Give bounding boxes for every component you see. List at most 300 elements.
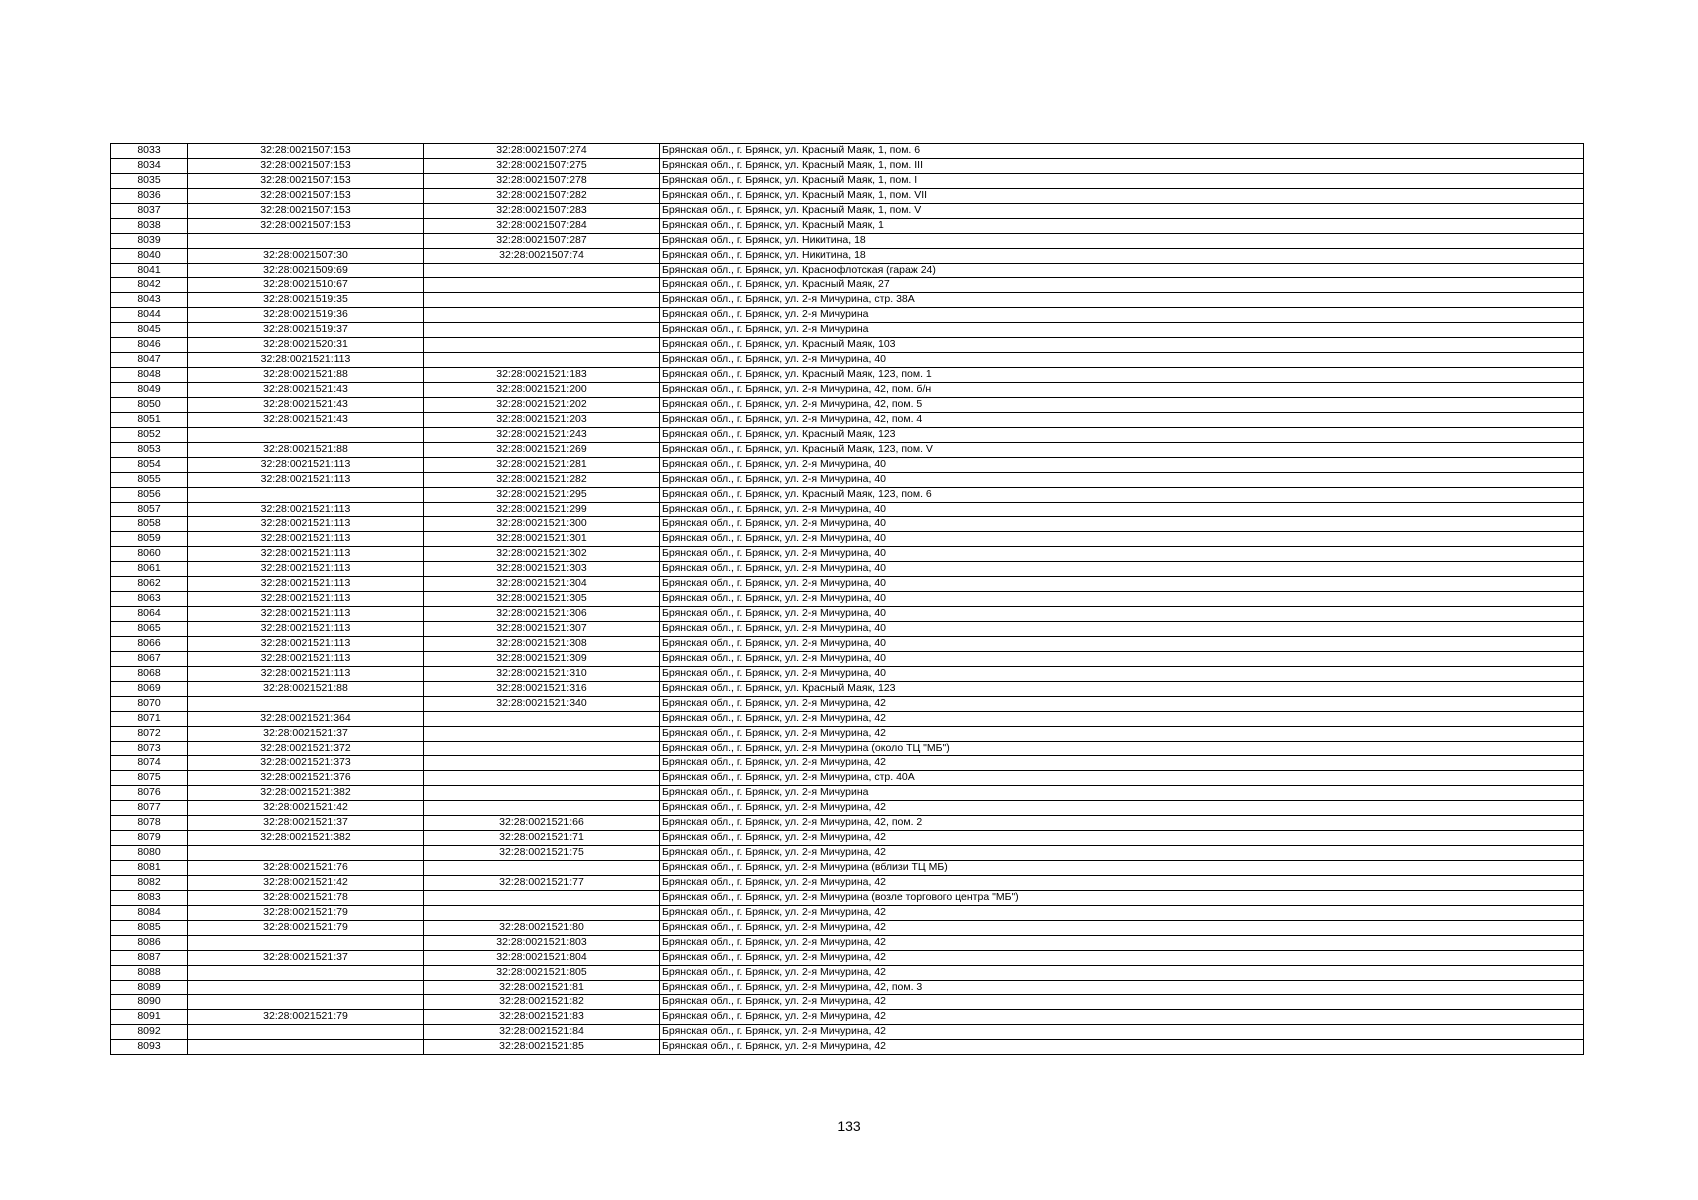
cadastral-number-cell: 32:28:0021507:283 [424,203,660,218]
cadastral-number-cell: 32:28:0021521:302 [424,547,660,562]
address-cell: Брянская обл., г. Брянск, ул. 2-я Мичурина, 40 [660,651,1584,666]
cadastral-number-cell: 32:28:0021521:281 [424,457,660,472]
row-number-cell: 8086 [111,935,188,950]
address-cell: Брянская обл., г. Брянск, ул. 2-я Мичурина (около ТЦ "МБ") [660,741,1584,756]
address-cell: Брянская обл., г. Брянск, ул. 2-я Мичурина, 42 [660,935,1584,950]
cadastral-number-cell: 32:28:0021521:83 [424,1010,660,1025]
cadastral-number-cell: 32:28:0021521:81 [424,980,660,995]
row-number-cell: 8081 [111,861,188,876]
cadastral-number-cell: 32:28:0021521:200 [424,383,660,398]
table-row [111,651,1584,666]
cadastral-number-cell: 32:28:0021521:340 [424,696,660,711]
row-number-cell: 8074 [111,756,188,771]
parent-cadastral-number-cell: 32:28:0021521:88 [188,368,424,383]
cadastral-number-cell [424,711,660,726]
cadastral-number-cell: 32:28:0021521:309 [424,651,660,666]
cadastral-number-cell: 32:28:0021521:80 [424,920,660,935]
parent-cadastral-number-cell: 32:28:0021521:42 [188,875,424,890]
parent-cadastral-number-cell: 32:28:0021519:37 [188,323,424,338]
parent-cadastral-number-cell: 32:28:0021509:69 [188,263,424,278]
parent-cadastral-number-cell: 32:28:0021521:376 [188,771,424,786]
table-row [111,502,1584,517]
address-cell: Брянская обл., г. Брянск, ул. 2-я Мичурина (вблизи ТЦ МБ) [660,861,1584,876]
table-row [111,353,1584,368]
parent-cadastral-number-cell: 32:28:0021521:37 [188,950,424,965]
row-number-cell: 8048 [111,368,188,383]
table-row [111,980,1584,995]
parent-cadastral-number-cell: 32:28:0021521:78 [188,890,424,905]
table-row [111,890,1584,905]
table-row [111,786,1584,801]
table-row [111,383,1584,398]
table-row [111,831,1584,846]
address-cell: Брянская обл., г. Брянск, ул. 2-я Мичурина, 40 [660,517,1584,532]
address-cell: Брянская обл., г. Брянск, ул. Красный Маяк, 1, пом. III [660,158,1584,173]
cadastral-number-cell: 32:28:0021521:301 [424,532,660,547]
row-number-cell: 8070 [111,696,188,711]
table-row [111,532,1584,547]
parent-cadastral-number-cell: 32:28:0021521:79 [188,920,424,935]
address-cell: Брянская обл., г. Брянск, ул. Красный Маяк, 123, пом. 1 [660,368,1584,383]
table-row [111,173,1584,188]
table-row [111,1025,1584,1040]
cadastral-number-cell: 32:28:0021521:77 [424,875,660,890]
row-number-cell: 8090 [111,995,188,1010]
table-row [111,427,1584,442]
parent-cadastral-number-cell: 32:28:0021521:113 [188,592,424,607]
row-number-cell: 8062 [111,577,188,592]
address-cell: Брянская обл., г. Брянск, ул. 2-я Мичурина, 42 [660,846,1584,861]
cadastral-number-cell [424,890,660,905]
parent-cadastral-number-cell: 32:28:0021521:113 [188,472,424,487]
table-row [111,308,1584,323]
parent-cadastral-number-cell: 32:28:0021507:30 [188,248,424,263]
parent-cadastral-number-cell [188,935,424,950]
row-number-cell: 8043 [111,293,188,308]
row-number-cell: 8067 [111,651,188,666]
cadastral-number-cell: 32:28:0021521:805 [424,965,660,980]
table-row [111,517,1584,532]
parent-cadastral-number-cell [188,965,424,980]
address-cell: Брянская обл., г. Брянск, ул. 2-я Мичурина, стр. 40А [660,771,1584,786]
cadastral-number-cell: 32:28:0021521:303 [424,562,660,577]
address-cell: Брянская обл., г. Брянск, ул. Красный Маяк, 123 [660,681,1584,696]
row-number-cell: 8054 [111,457,188,472]
row-number-cell: 8050 [111,397,188,412]
cadastral-number-cell: 32:28:0021507:282 [424,188,660,203]
row-number-cell: 8036 [111,188,188,203]
row-number-cell: 8085 [111,920,188,935]
page-number: 133 [837,1118,861,1134]
table-row [111,935,1584,950]
parent-cadastral-number-cell: 32:28:0021521:113 [188,607,424,622]
parent-cadastral-number-cell: 32:28:0021521:79 [188,905,424,920]
row-number-cell: 8052 [111,427,188,442]
parent-cadastral-number-cell: 32:28:0021520:31 [188,338,424,353]
cadastral-number-cell: 32:28:0021521:306 [424,607,660,622]
table-row [111,696,1584,711]
address-cell: Брянская обл., г. Брянск, ул. 2-я Мичурина, 42, пом. 2 [660,816,1584,831]
parent-cadastral-number-cell: 32:28:0021507:153 [188,188,424,203]
table-row [111,950,1584,965]
address-cell: Брянская обл., г. Брянск, ул. 2-я Мичурина, 40 [660,353,1584,368]
table-row [111,771,1584,786]
table-row [111,144,1584,159]
table-row [111,905,1584,920]
cadastral-number-cell: 32:28:0021507:287 [424,233,660,248]
address-cell: Брянская обл., г. Брянск, ул. Красный Маяк, 1, пом. 6 [660,144,1584,159]
parent-cadastral-number-cell: 32:28:0021521:113 [188,636,424,651]
parent-cadastral-number-cell: 32:28:0021521:372 [188,741,424,756]
table-row [111,726,1584,741]
parent-cadastral-number-cell: 32:28:0021521:382 [188,786,424,801]
parent-cadastral-number-cell: 32:28:0021521:113 [188,502,424,517]
row-number-cell: 8040 [111,248,188,263]
cadastral-number-cell: 32:28:0021507:275 [424,158,660,173]
address-cell: Брянская обл., г. Брянск, ул. 2-я Мичурина, 42 [660,965,1584,980]
address-cell: Брянская обл., г. Брянск, ул. 2-я Мичурина, 40 [660,666,1584,681]
cadastral-number-cell: 32:28:0021507:74 [424,248,660,263]
parent-cadastral-number-cell: 32:28:0021521:113 [188,622,424,637]
table-row [111,472,1584,487]
row-number-cell: 8076 [111,786,188,801]
row-number-cell: 8084 [111,905,188,920]
address-cell: Брянская обл., г. Брянск, ул. 2-я Мичурина, 42 [660,920,1584,935]
row-number-cell: 8069 [111,681,188,696]
cadastral-number-cell [424,263,660,278]
table-row [111,592,1584,607]
cadastral-number-cell: 32:28:0021521:71 [424,831,660,846]
parent-cadastral-number-cell [188,1025,424,1040]
parent-cadastral-number-cell: 32:28:0021510:67 [188,278,424,293]
table-row [111,741,1584,756]
address-cell: Брянская обл., г. Брянск, ул. 2-я Мичурина, стр. 38А [660,293,1584,308]
cadastral-number-cell: 32:28:0021521:282 [424,472,660,487]
cadastral-number-cell [424,741,660,756]
address-cell: Брянская обл., г. Брянск, ул. Красный Маяк, 123, пом. 6 [660,487,1584,502]
cadastral-number-cell: 32:28:0021521:243 [424,427,660,442]
row-number-cell: 8072 [111,726,188,741]
cadastral-number-cell [424,801,660,816]
table-row [111,457,1584,472]
row-number-cell: 8078 [111,816,188,831]
table-row [111,1010,1584,1025]
cadastral-number-cell: 32:28:0021521:82 [424,995,660,1010]
parent-cadastral-number-cell: 32:28:0021521:113 [188,457,424,472]
cadastral-number-cell: 32:28:0021521:803 [424,935,660,950]
row-number-cell: 8065 [111,622,188,637]
parent-cadastral-number-cell: 32:28:0021521:113 [188,577,424,592]
parent-cadastral-number-cell [188,846,424,861]
cadastral-number-cell: 32:28:0021521:203 [424,412,660,427]
row-number-cell: 8056 [111,487,188,502]
row-number-cell: 8044 [111,308,188,323]
table-row [111,1040,1584,1055]
address-cell: Брянская обл., г. Брянск, ул. Красный Маяк, 27 [660,278,1584,293]
cadastral-number-cell [424,861,660,876]
table-row [111,965,1584,980]
table-row [111,995,1584,1010]
cadastral-number-cell: 32:28:0021521:85 [424,1040,660,1055]
cadastral-number-cell: 32:28:0021521:308 [424,636,660,651]
table-row [111,188,1584,203]
table-row [111,248,1584,263]
parent-cadastral-number-cell: 32:28:0021507:153 [188,144,424,159]
parent-cadastral-number-cell [188,980,424,995]
cadastral-number-cell: 32:28:0021521:295 [424,487,660,502]
row-number-cell: 8083 [111,890,188,905]
table-row [111,547,1584,562]
address-cell: Брянская обл., г. Брянск, ул. 2-я Мичурина, 40 [660,472,1584,487]
cadastral-number-cell: 32:28:0021521:304 [424,577,660,592]
cadastral-number-cell [424,308,660,323]
row-number-cell: 8066 [111,636,188,651]
address-cell: Брянская обл., г. Брянск, ул. 2-я Мичурина, 42 [660,875,1584,890]
address-cell: Брянская обл., г. Брянск, ул. Красный Маяк, 1, пом. VII [660,188,1584,203]
address-cell: Брянская обл., г. Брянск, ул. 2-я Мичурина, 40 [660,636,1584,651]
cadastral-number-cell: 32:28:0021521:316 [424,681,660,696]
parent-cadastral-number-cell [188,233,424,248]
table-row [111,233,1584,248]
table-row [111,293,1584,308]
address-cell: Брянская обл., г. Брянск, ул. 2-я Мичурина, 42 [660,1025,1584,1040]
row-number-cell: 8042 [111,278,188,293]
row-number-cell: 8077 [111,801,188,816]
row-number-cell: 8068 [111,666,188,681]
address-cell: Брянская обл., г. Брянск, ул. 2-я Мичурина, 42 [660,905,1584,920]
table-row [111,368,1584,383]
cadastral-number-cell [424,905,660,920]
cadastral-number-cell [424,726,660,741]
address-cell: Брянская обл., г. Брянск, ул. 2-я Мичурина, 42 [660,801,1584,816]
cadastral-number-cell [424,323,660,338]
table-row [111,338,1584,353]
cadastral-number-cell [424,353,660,368]
row-number-cell: 8037 [111,203,188,218]
table-row [111,278,1584,293]
row-number-cell: 8080 [111,846,188,861]
cadastral-number-cell: 32:28:0021507:278 [424,173,660,188]
parent-cadastral-number-cell: 32:28:0021519:36 [188,308,424,323]
address-cell: Брянская обл., г. Брянск, ул. 2-я Мичурина, 42 [660,756,1584,771]
parent-cadastral-number-cell: 32:28:0021521:37 [188,816,424,831]
table-row [111,666,1584,681]
parent-cadastral-number-cell: 32:28:0021521:113 [188,666,424,681]
parent-cadastral-number-cell: 32:28:0021507:153 [188,203,424,218]
table-row [111,622,1584,637]
row-number-cell: 8038 [111,218,188,233]
parent-cadastral-number-cell: 32:28:0021521:43 [188,383,424,398]
parent-cadastral-number-cell: 32:28:0021521:113 [188,353,424,368]
row-number-cell: 8049 [111,383,188,398]
address-cell: Брянская обл., г. Брянск, ул. 2-я Мичурина [660,308,1584,323]
cadastral-number-cell: 32:28:0021521:202 [424,397,660,412]
row-number-cell: 8088 [111,965,188,980]
cadastral-number-cell: 32:28:0021507:284 [424,218,660,233]
cadastral-number-cell [424,786,660,801]
parent-cadastral-number-cell [188,427,424,442]
row-number-cell: 8045 [111,323,188,338]
table-row [111,158,1584,173]
registry-table [110,143,1584,1055]
parent-cadastral-number-cell [188,995,424,1010]
parent-cadastral-number-cell [188,487,424,502]
parent-cadastral-number-cell: 32:28:0021521:88 [188,442,424,457]
row-number-cell: 8092 [111,1025,188,1040]
row-number-cell: 8053 [111,442,188,457]
table-row [111,412,1584,427]
row-number-cell: 8057 [111,502,188,517]
address-cell: Брянская обл., г. Брянск, ул. 2-я Мичурина, 42 [660,696,1584,711]
row-number-cell: 8091 [111,1010,188,1025]
address-cell: Брянская обл., г. Брянск, ул. 2-я Мичурина, 42 [660,831,1584,846]
row-number-cell: 8039 [111,233,188,248]
row-number-cell: 8033 [111,144,188,159]
address-cell: Брянская обл., г. Брянск, ул. 2-я Мичурина, 40 [660,607,1584,622]
address-cell: Брянская обл., г. Брянск, ул. 2-я Мичурина, 40 [660,592,1584,607]
address-cell: Брянская обл., г. Брянск, ул. 2-я Мичурина, 40 [660,532,1584,547]
parent-cadastral-number-cell: 32:28:0021521:37 [188,726,424,741]
row-number-cell: 8034 [111,158,188,173]
address-cell: Брянская обл., г. Брянск, ул. 2-я Мичурина, 40 [660,457,1584,472]
table-row [111,607,1584,622]
address-cell: Брянская обл., г. Брянск, ул. 2-я Мичурина, 42, пом. б/н [660,383,1584,398]
table-row [111,263,1584,278]
address-cell: Брянская обл., г. Брянск, ул. Красный Маяк, 103 [660,338,1584,353]
parent-cadastral-number-cell [188,1040,424,1055]
row-number-cell: 8051 [111,412,188,427]
cadastral-number-cell: 32:28:0021521:66 [424,816,660,831]
cadastral-number-cell [424,771,660,786]
cadastral-number-cell: 32:28:0021521:269 [424,442,660,457]
row-number-cell: 8087 [111,950,188,965]
row-number-cell: 8058 [111,517,188,532]
parent-cadastral-number-cell: 32:28:0021521:113 [188,562,424,577]
parent-cadastral-number-cell: 32:28:0021507:153 [188,218,424,233]
parent-cadastral-number-cell: 32:28:0021507:153 [188,173,424,188]
table-row [111,711,1584,726]
parent-cadastral-number-cell: 32:28:0021521:43 [188,412,424,427]
table-row [111,920,1584,935]
table-row [111,681,1584,696]
row-number-cell: 8071 [111,711,188,726]
address-cell: Брянская обл., г. Брянск, ул. Красный Маяк, 123 [660,427,1584,442]
address-cell: Брянская обл., г. Брянск, ул. 2-я Мичурина [660,786,1584,801]
address-cell: Брянская обл., г. Брянск, ул. Никитина, 18 [660,248,1584,263]
table-row [111,875,1584,890]
table-row [111,487,1584,502]
address-cell: Брянская обл., г. Брянск, ул. Красный Маяк, 1, пом. V [660,203,1584,218]
table-row [111,636,1584,651]
row-number-cell: 8063 [111,592,188,607]
row-number-cell: 8073 [111,741,188,756]
parent-cadastral-number-cell: 32:28:0021521:364 [188,711,424,726]
cadastral-number-cell: 32:28:0021521:84 [424,1025,660,1040]
address-cell: Брянская обл., г. Брянск, ул. 2-я Мичурина, 42 [660,950,1584,965]
row-number-cell: 8082 [111,875,188,890]
row-number-cell: 8059 [111,532,188,547]
parent-cadastral-number-cell: 32:28:0021521:382 [188,831,424,846]
parent-cadastral-number-cell [188,696,424,711]
address-cell: Брянская обл., г. Брянск, ул. 2-я Мичурина, 42, пом. 3 [660,980,1584,995]
registry-table-body [111,144,1584,1055]
address-cell: Брянская обл., г. Брянск, ул. 2-я Мичурина, 40 [660,547,1584,562]
cadastral-number-cell: 32:28:0021521:300 [424,517,660,532]
parent-cadastral-number-cell: 32:28:0021521:79 [188,1010,424,1025]
cadastral-number-cell [424,278,660,293]
address-cell: Брянская обл., г. Брянск, ул. 2-я Мичурина (возле торгового центра "МБ") [660,890,1584,905]
parent-cadastral-number-cell: 32:28:0021507:153 [188,158,424,173]
address-cell: Брянская обл., г. Брянск, ул. Красный Маяк, 1, пом. I [660,173,1584,188]
cadastral-number-cell: 32:28:0021521:804 [424,950,660,965]
address-cell: Брянская обл., г. Брянск, ул. Никитина, 18 [660,233,1584,248]
address-cell: Брянская обл., г. Брянск, ул. 2-я Мичурина, 40 [660,622,1584,637]
parent-cadastral-number-cell: 32:28:0021521:113 [188,651,424,666]
address-cell: Брянская обл., г. Брянск, ул. 2-я Мичурина, 40 [660,502,1584,517]
parent-cadastral-number-cell: 32:28:0021521:76 [188,861,424,876]
table-row [111,562,1584,577]
row-number-cell: 8079 [111,831,188,846]
parent-cadastral-number-cell: 32:28:0021521:42 [188,801,424,816]
address-cell: Брянская обл., г. Брянск, ул. 2-я Мичурина, 42, пом. 4 [660,412,1584,427]
table-row [111,756,1584,771]
parent-cadastral-number-cell: 32:28:0021521:113 [188,517,424,532]
address-cell: Брянская обл., г. Брянск, ул. 2-я Мичурина, 42 [660,711,1584,726]
table-row [111,846,1584,861]
cadastral-number-cell: 32:28:0021507:274 [424,144,660,159]
row-number-cell: 8089 [111,980,188,995]
row-number-cell: 8075 [111,771,188,786]
address-cell: Брянская обл., г. Брянск, ул. 2-я Мичурина, 42 [660,1040,1584,1055]
address-cell: Брянская обл., г. Брянск, ул. 2-я Мичурина, 42 [660,1010,1584,1025]
address-cell: Брянская обл., г. Брянск, ул. 2-я Мичурина [660,323,1584,338]
table-row [111,577,1584,592]
row-number-cell: 8035 [111,173,188,188]
row-number-cell: 8060 [111,547,188,562]
address-cell: Брянская обл., г. Брянск, ул. Краснофлотская (гараж 24) [660,263,1584,278]
row-number-cell: 8055 [111,472,188,487]
cadastral-number-cell [424,293,660,308]
parent-cadastral-number-cell: 32:28:0021521:43 [188,397,424,412]
table-row [111,816,1584,831]
table-row [111,442,1584,457]
table-row [111,397,1584,412]
parent-cadastral-number-cell: 32:28:0021521:113 [188,547,424,562]
row-number-cell: 8064 [111,607,188,622]
address-cell: Брянская обл., г. Брянск, ул. 2-я Мичурина, 42 [660,995,1584,1010]
address-cell: Брянская обл., г. Брянск, ул. Красный Маяк, 123, пом. V [660,442,1584,457]
address-cell: Брянская обл., г. Брянск, ул. Красный Маяк, 1 [660,218,1584,233]
cadastral-number-cell: 32:28:0021521:183 [424,368,660,383]
row-number-cell: 8046 [111,338,188,353]
table-row [111,323,1584,338]
parent-cadastral-number-cell: 32:28:0021521:88 [188,681,424,696]
table-row [111,801,1584,816]
address-cell: Брянская обл., г. Брянск, ул. 2-я Мичурина, 40 [660,577,1584,592]
cadastral-number-cell: 32:28:0021521:310 [424,666,660,681]
table-row [111,861,1584,876]
parent-cadastral-number-cell: 32:28:0021521:113 [188,532,424,547]
parent-cadastral-number-cell: 32:28:0021519:35 [188,293,424,308]
address-cell: Брянская обл., г. Брянск, ул. 2-я Мичурина, 40 [660,562,1584,577]
parent-cadastral-number-cell: 32:28:0021521:373 [188,756,424,771]
address-cell: Брянская обл., г. Брянск, ул. 2-я Мичурина, 42, пом. 5 [660,397,1584,412]
cadastral-number-cell [424,338,660,353]
cadastral-number-cell: 32:28:0021521:307 [424,622,660,637]
address-cell: Брянская обл., г. Брянск, ул. 2-я Мичурина, 42 [660,726,1584,741]
row-number-cell: 8093 [111,1040,188,1055]
cadastral-number-cell: 32:28:0021521:305 [424,592,660,607]
